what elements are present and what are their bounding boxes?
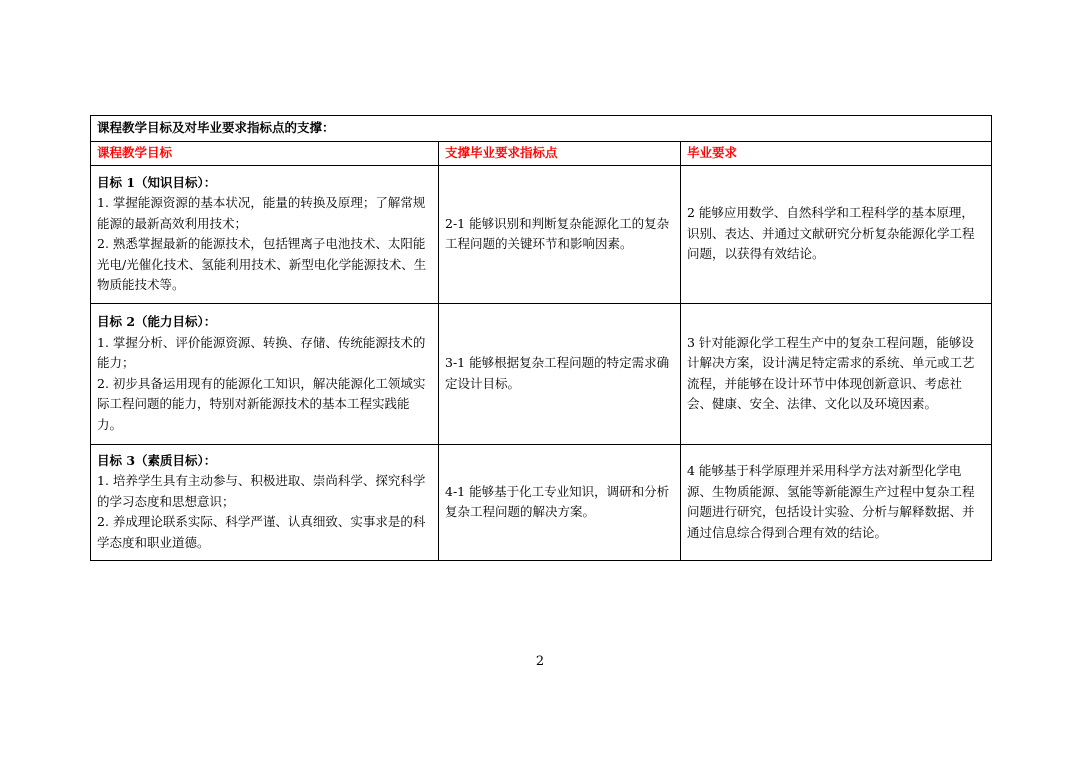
goal-cell: [91, 303, 439, 444]
requirement-text: 4 能够基于科学原理并采用科学方法对新型化学电源、生物质能源、氢能等新能源生产过程中复杂工程问题进行研究，包括设计实验、分析与解释数据、并通过信息综合得到合理有效的结论。: [687, 463, 975, 540]
requirement-cell: [681, 303, 992, 444]
support-text: 3-1 能够根据复杂工程问题的特定需求确定设计目标。: [445, 355, 670, 391]
support-cell: [439, 444, 681, 560]
course-objectives-table: [90, 115, 992, 561]
column-header-requirement: 毕业要求: [681, 141, 992, 165]
column-header-goal: 课程教学目标: [91, 141, 439, 165]
requirement-text: 3 针对能源化学工程生产中的复杂工程问题，能够设计解决方案，设计满足特定需求的系统、单元或工艺流程，并能够在设计环节中体现创新意识、考虑社会、健康、安全、法律、文化以及环境因素。: [687, 334, 975, 411]
table-row: [91, 444, 992, 560]
table-row: [91, 303, 992, 444]
column-header-support: 支撑毕业要求指标点: [439, 141, 681, 165]
goal-line: 2. 熟悉掌握最新的能源技术，包括锂离子电池技术、太阳能光电/光催化技术、氢能利用技术、新型电化学能源技术、生物质能技术等。: [97, 236, 427, 292]
goal-line: 1. 掌握能源资源的基本状况，能量的转换及原理；了解常规能源的最新高效利用技术；: [97, 195, 426, 231]
goal-cell: [91, 165, 439, 303]
table-title-row: [91, 116, 992, 142]
goal-line: 1. 掌握分析、评价能源资源、转换、存储、传统能源技术的能力；: [97, 334, 426, 370]
support-cell: [439, 165, 681, 303]
goal-title: 目标 2（能力目标）：: [97, 314, 217, 329]
column-header-row: [91, 141, 992, 165]
requirement-cell: [681, 165, 992, 303]
goal-cell: [91, 444, 439, 560]
goal-line: 2. 初步具备运用现有的能源化工知识，解决能源化工领域实际工程问题的能力，特别对新能源技术的基本工程实践能力。: [97, 375, 426, 432]
support-text: 4-1 能够基于化工专业知识，调研和分析复杂工程问题的解决方案。: [445, 483, 670, 519]
requirement-text: 2 能够应用数学、自然科学和工程科学的基本原理，识别、表达、并通过文献研究分析复杂能源化学工程问题，以获得有效结论。: [687, 205, 975, 262]
goal-title: 目标 3（素质目标）：: [97, 452, 217, 468]
page-number: 2: [535, 654, 545, 669]
table-row: [91, 165, 992, 303]
goal-line: 2. 养成理论联系实际、科学严谨、认真细致、实事求是的科学态度和职业道德。: [97, 514, 426, 550]
requirement-cell: [681, 444, 992, 560]
support-cell: [439, 303, 681, 444]
table-title: 课程教学目标及对毕业要求指标点的支撑：: [91, 116, 992, 142]
goal-title: 目标 1（知识目标）：: [97, 174, 217, 190]
support-text: 2-1 能够识别和判断复杂能源化工的复杂工程问题的关键环节和影响因素。: [445, 215, 670, 251]
goal-line: 1. 培养学生具有主动参与、积极进取、崇尚科学、探究科学的学习态度和思想意识；: [97, 473, 426, 509]
